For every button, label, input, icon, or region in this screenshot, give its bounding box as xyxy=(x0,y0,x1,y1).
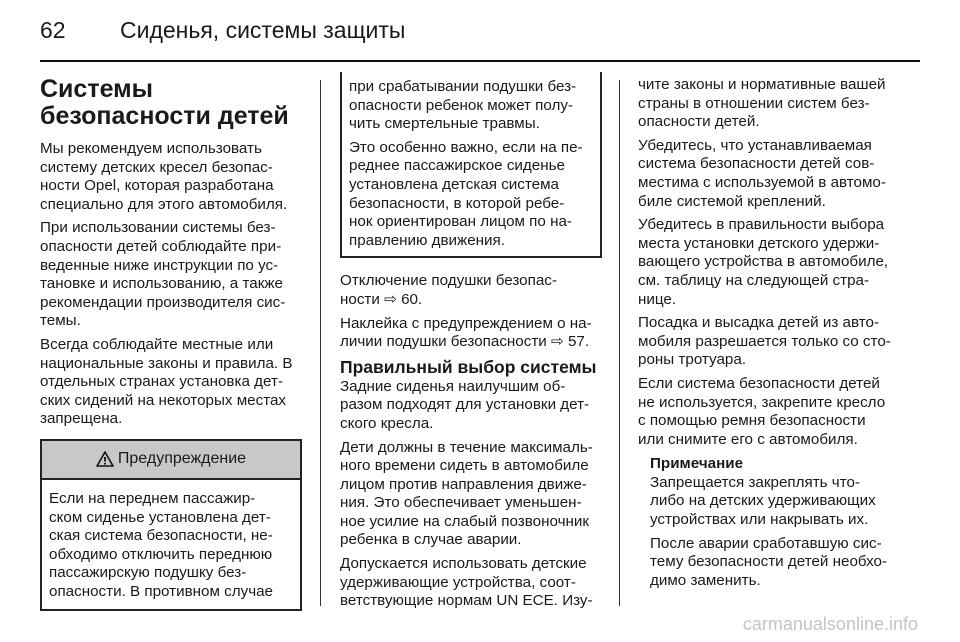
page-number: 62 xyxy=(40,16,66,43)
text-line: роны тротуара. xyxy=(638,351,747,369)
text-line: ности xyxy=(340,290,380,308)
paragraph xyxy=(40,336,302,429)
text-line: опасности детей. xyxy=(638,113,760,131)
text-line: нице. xyxy=(638,290,677,308)
text-line: вающего устройства в автомобиле, xyxy=(638,253,889,271)
section-heading xyxy=(40,76,302,130)
text-line: Если система безопасности детей xyxy=(638,374,880,392)
text-line: Дети должны в течение максималь- xyxy=(340,438,593,456)
text-line: Допускается использовать детские xyxy=(340,555,587,573)
paragraph-airbag-label xyxy=(340,315,602,352)
note-block xyxy=(638,455,904,590)
note-title: Примечание xyxy=(650,455,744,473)
page-reference-icon: ⇨ xyxy=(551,333,564,351)
text-line: Мы рекомендуем использовать xyxy=(40,140,262,157)
text-line: реднее пассажирское сиденье xyxy=(349,157,565,175)
text-line: При использовании системы без- xyxy=(40,219,276,237)
warning-text xyxy=(349,78,593,134)
text-line: темы. xyxy=(40,312,81,330)
text-line: отдельных странах установка дет- xyxy=(40,373,283,391)
text-line: Отключение подушки безопас- xyxy=(340,272,557,290)
text-line: устройствах или накрывать их. xyxy=(650,511,869,529)
warning-text xyxy=(49,490,293,602)
text-line: опасности ребенок может полу- xyxy=(349,96,574,114)
text-line: ное усилие на слабый позвоночник xyxy=(340,512,590,530)
text-line: лицом против направления движе- xyxy=(340,475,587,493)
note-text xyxy=(650,474,904,530)
paragraph xyxy=(40,219,302,331)
text-line: Всегда соблюдайте местные или xyxy=(40,335,274,353)
paragraph xyxy=(638,314,904,370)
column-divider xyxy=(619,80,620,606)
text-line: ском сиденье установлена дет- xyxy=(49,508,271,526)
text-line: запрещена. xyxy=(40,410,123,428)
paragraph xyxy=(638,216,904,309)
text-line: веденные ниже инструкции по ус- xyxy=(40,256,279,274)
text-line: система безопасности детей сов- xyxy=(638,155,875,173)
text-line: при срабатывании подушки без- xyxy=(349,78,577,95)
paragraph xyxy=(638,137,904,211)
paragraph xyxy=(340,439,602,551)
text-line: местима с используемой в автомо- xyxy=(638,173,886,191)
text-line: специально для этого автомобиля. xyxy=(40,195,288,213)
page-reference[interactable]: 57. xyxy=(567,333,590,351)
text-line: систему детских кресел безопас- xyxy=(40,158,273,176)
text-line: Это особенно важно, если на пе- xyxy=(349,138,583,156)
text-line: опасности детей соблюдайте при- xyxy=(40,237,282,255)
text-line: биле системой креплений. xyxy=(638,192,826,210)
text-line: Наклейка с предупреждением о на- xyxy=(340,314,592,332)
text-line: Убедитесь, что устанавливаемая xyxy=(638,136,872,154)
text-line: разом подходят для установки дет- xyxy=(340,396,590,414)
text-line: тановке и использованию, а также xyxy=(40,275,283,293)
text-line: Если на переднем пассажир- xyxy=(49,489,256,507)
warning-box xyxy=(40,439,302,612)
text-line: национальные законы и правила. В xyxy=(40,354,293,372)
text-line: ская система безопасности, не- xyxy=(49,527,273,545)
paragraph xyxy=(340,555,602,611)
page-header xyxy=(40,10,405,50)
text-line: Запрещается закреплять что- xyxy=(650,473,860,491)
text-line: чить смертельные травмы. xyxy=(349,115,540,133)
text-line: ния. Это обеспечивает уменьшен- xyxy=(340,494,582,512)
text-line: нок ориентирован лицом по на- xyxy=(349,213,572,231)
warning-triangle-icon xyxy=(96,451,114,467)
subsection-heading: Правильный выбор системы xyxy=(340,356,597,377)
warning-text xyxy=(349,139,593,251)
column-divider xyxy=(320,80,321,606)
text-line: установлена детская система xyxy=(349,175,560,193)
watermark: carmanualsonline.info xyxy=(742,614,918,634)
text-line: рекомендации производителя сис- xyxy=(40,293,286,311)
text-line: правлению движения. xyxy=(349,231,505,249)
header-divider xyxy=(40,60,920,62)
text-line: пассажирскую подушку без- xyxy=(49,564,247,582)
text-line: чите законы и нормативные вашей xyxy=(638,76,886,93)
paragraph xyxy=(40,140,302,214)
page-title: Сиденья, системы защиты xyxy=(120,16,406,43)
warning-title: Предупреждение xyxy=(117,450,247,468)
text-line: димо заменить. xyxy=(650,571,761,589)
text-line: ребенка в случае аварии. xyxy=(340,531,522,549)
text-line: ности Opel, которая разработана xyxy=(40,177,274,195)
text-line: с помощью ремня безопасности xyxy=(638,412,866,430)
column-left xyxy=(40,76,302,611)
text-line: Задние сиденья наилучшим об- xyxy=(340,377,566,395)
text-line: удерживающие устройства, соот- xyxy=(340,573,576,591)
warning-header xyxy=(42,441,300,480)
warning-body xyxy=(42,480,300,610)
text-line: ветствующие нормам UN ECE. Изу- xyxy=(340,592,593,610)
column-middle xyxy=(340,76,602,611)
text-line: ного времени сидеть в автомобиле xyxy=(340,457,589,475)
text-line: мобиля разрешается только со сто- xyxy=(638,332,891,350)
note-text xyxy=(650,535,904,591)
text-line: ских сидений на некоторых местах xyxy=(40,391,287,409)
text-line: либо на детских удерживающих xyxy=(650,492,876,510)
warning-box-continued xyxy=(340,72,602,258)
text-line: обходимо отключить переднюю xyxy=(49,545,273,563)
text-line: не используется, закрепите кресло xyxy=(638,393,886,411)
page-reference[interactable]: 60. xyxy=(401,290,423,308)
text-line: ского кресла. xyxy=(340,414,434,432)
paragraph-airbag-deactivation xyxy=(340,272,602,309)
text-line: места установки детского удержи- xyxy=(638,234,880,252)
text-line: или снимите его с автомобиля. xyxy=(638,430,858,448)
text-line: безопасности, в которой ребе- xyxy=(349,194,565,212)
page-reference-icon: ⇨ xyxy=(384,290,397,308)
text-line: тему безопасности детей необхо- xyxy=(650,553,888,571)
text-line: После аварии сработавшую сис- xyxy=(650,534,882,552)
paragraph xyxy=(638,76,904,132)
text-line: личии подушки безопасности xyxy=(340,333,547,351)
text-line: опасности. В противном случае xyxy=(49,582,274,600)
paragraph xyxy=(340,378,602,434)
heading-line: Системы xyxy=(40,75,153,103)
text-line: Посадка и высадка детей из авто- xyxy=(638,314,880,332)
heading-line: безопасности детей xyxy=(40,102,289,130)
column-right xyxy=(638,76,904,590)
text-line: Убедитесь в правильности выбора xyxy=(638,216,885,234)
text-line: страны в отношении систем без- xyxy=(638,94,870,112)
paragraph xyxy=(638,375,904,449)
text-line: см. таблицу на следующей стра- xyxy=(638,271,870,289)
